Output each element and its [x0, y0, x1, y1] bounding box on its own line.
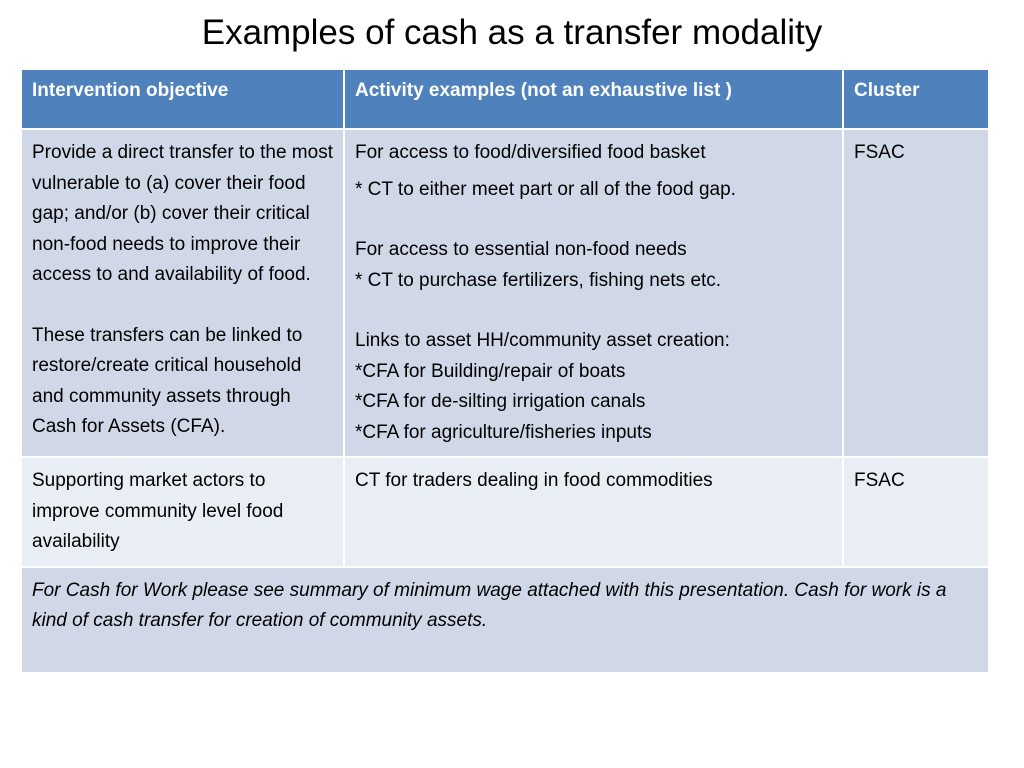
cash-for-work-note: For Cash for Work please see summary of minimum wage attached with this presentation. Cash for work is a kind of cash transfer for creation of community assets.	[21, 567, 989, 673]
header-activity-examples: Activity examples (not an exhaustive list )	[344, 69, 843, 129]
objective-paragraph: Provide a direct transfer to the most vulnerable to (a) cover their food gap; and/or (b) cover their critical non-food needs to improve their access to and availability of food.	[32, 142, 333, 285]
activity-line: * CT to purchase fertilizers, fishing nets etc.	[355, 269, 722, 291]
cluster-cell: FSAC	[843, 457, 989, 567]
activity-line: *CFA for Building/repair of boats	[355, 360, 626, 382]
transfer-modality-table	[20, 68, 990, 674]
table-row	[21, 457, 989, 567]
table-header-row	[21, 69, 989, 129]
activity-line: For access to food/diversified food basket	[355, 142, 706, 163]
activity-cell	[344, 129, 843, 457]
activity-cell: CT for traders dealing in food commodities	[344, 457, 843, 567]
objective-paragraph: These transfers can be linked to restore/create critical household and community assets through Cash for Assets (CFA).	[32, 324, 303, 437]
table-row	[21, 129, 989, 457]
table-note-row	[21, 567, 989, 673]
header-intervention-objective: Intervention objective	[21, 69, 344, 129]
header-cluster: Cluster	[843, 69, 989, 129]
activity-line: Links to asset HH/community asset creation:	[355, 330, 730, 351]
objective-cell: Supporting market actors to improve community level food availability	[21, 457, 344, 567]
activity-line: For access to essential non-food needs	[355, 239, 687, 260]
slide-title: Examples of cash as a transfer modality	[201, 13, 823, 52]
objective-cell	[21, 129, 344, 457]
activity-line: * CT to either meet part or all of the food gap.	[355, 178, 736, 200]
activity-line: *CFA for agriculture/fisheries inputs	[355, 421, 652, 443]
cluster-cell: FSAC	[843, 129, 989, 457]
activity-line: *CFA for de-silting irrigation canals	[355, 391, 646, 412]
